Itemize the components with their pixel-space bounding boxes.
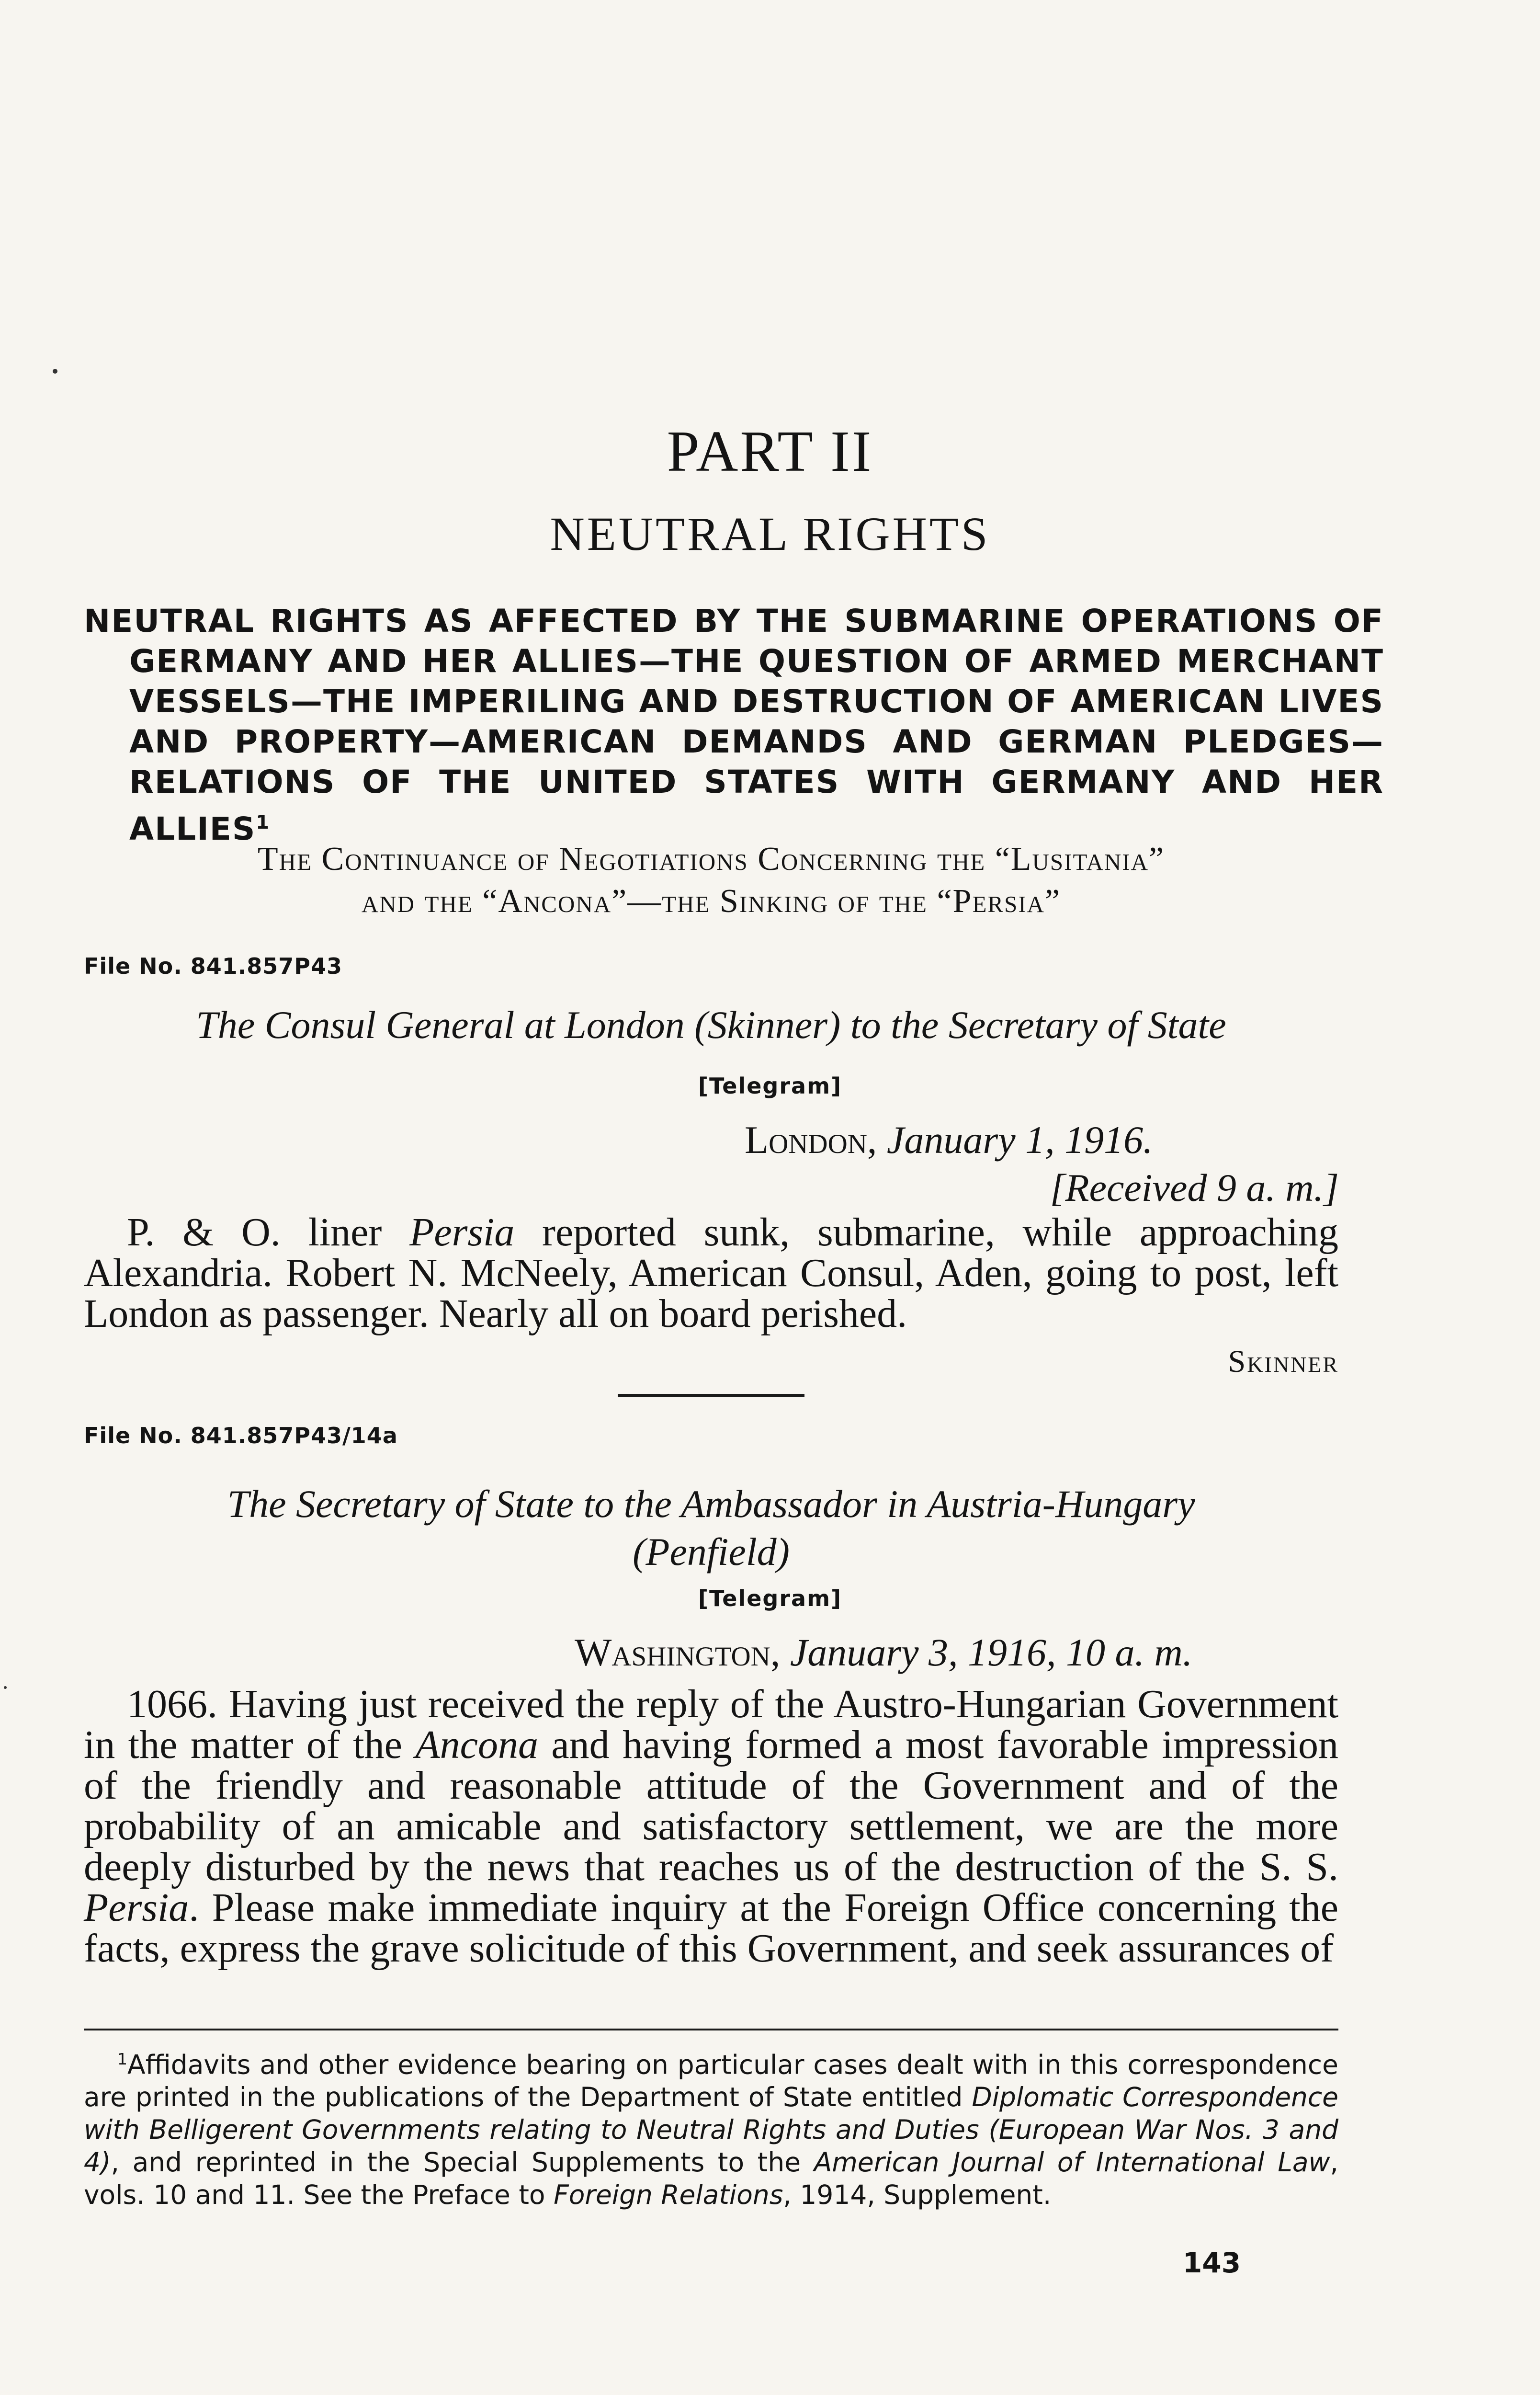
received-note: [Received 9 a. m.] xyxy=(1050,1166,1339,1209)
part-title: PART II xyxy=(667,419,873,484)
body-text-segment: P. & O. liner xyxy=(127,1210,410,1255)
body-text-segment: . Please make immediate inquiry at the Foreign Office concerning the facts, express the grave solicitude of this Government, and seek assurances of xyxy=(84,1885,1338,1971)
footnote-rule xyxy=(84,2029,1338,2030)
file-number: File No. 841.857P43/14a xyxy=(84,1423,398,1448)
footnote-text: , 1914, Supplement. xyxy=(783,2179,1052,2211)
chapter-heading-text: NEUTRAL RIGHTS AS AFFECTED BY THE SUBMARINE OPERATIONS OF GERMANY AND HER ALLIES—THE QUESTION OF ARMED MERCHANT VESSELS—THE IMPERILING AND DESTRUCTION OF AMERICAN LIVES AND PROPERTY—AMERICAN DEMANDS AND GERMAN PLEDGES—RELATIONS OF THE UNITED STATES WITH GERMANY AND HER ALLIES xyxy=(84,603,1384,847)
section-separator xyxy=(618,1394,804,1397)
footnote-text: Affidavits and other evidence bearing on particular cases dealt with in this correspondence are printed in the publications of the Department of State entitled xyxy=(84,2049,1338,2113)
dateline-place: London, xyxy=(745,1118,877,1162)
document-title-line-1: The Secretary of State to the Ambassador in Austria-Hungary xyxy=(227,1482,1195,1526)
section-heading-line-2: and the “Ancona”—the Sinking of the “Persia” xyxy=(361,883,1061,920)
scan-speck xyxy=(53,369,57,374)
body-text-segment: reported sunk, submarine, while approaching Alexandria. Robert N. McNeely, American Consul, Aden, going to post, left London as passenger. Nearly all on board perished. xyxy=(84,1210,1338,1336)
section-heading-line-1: The Continuance of Negotiations Concerning the “Lusitania” xyxy=(257,841,1165,878)
document-body xyxy=(84,1684,1338,1969)
footnote-series-title: Foreign Relations xyxy=(554,2179,783,2211)
document-title-line-2: (Penfield) xyxy=(633,1530,790,1574)
ship-name: Ancona xyxy=(415,1722,538,1767)
ship-name: Persia xyxy=(84,1885,189,1930)
scan-speck xyxy=(4,1686,7,1689)
footnote-journal-title: American Journal of International Law xyxy=(814,2147,1330,2178)
document-title xyxy=(84,1480,1338,1576)
footnote-text: , vols. 10 and 11. See the Preface to xyxy=(84,2147,1339,2211)
dateline xyxy=(745,1116,1153,1164)
footnote-publication-title: Diplomatic Correspondence with Belligerent Governments relating to Neutral Rights and Duties (European War Nos. 3 and 4) xyxy=(84,2082,1338,2178)
body-text-segment: 1066. Having just received the reply of the Austro-Hungarian Government in the matter of the xyxy=(84,1682,1338,1767)
subject-title: NEUTRAL RIGHTS xyxy=(550,507,990,560)
signature: Skinner xyxy=(1228,1344,1339,1379)
body-text-segment: and having formed a most favorable impression of the friendly and reasonable attitude of the Government and of the probability of an amicable and satisfactory settlement, we are the more deeply disturbed by the news that reaches us of the destruction of the S. S. xyxy=(84,1722,1338,1889)
telegram-label: [Telegram] xyxy=(698,1073,842,1099)
dateline xyxy=(575,1629,1192,1676)
section-heading xyxy=(84,838,1338,923)
dateline-place: Washington, xyxy=(575,1631,781,1674)
file-number: File No. 841.857P43 xyxy=(84,953,343,979)
chapter-heading xyxy=(84,601,1384,849)
page-number: 143 xyxy=(1183,2247,1241,2279)
footnote-text: , and reprinted in the Special Supplements to the xyxy=(111,2147,814,2178)
document-title: The Consul General at London (Skinner) to the Secretary of State xyxy=(196,1003,1226,1047)
ship-name: Persia xyxy=(409,1210,515,1255)
dateline-date: January 3, 1916, 10 a. m. xyxy=(790,1631,1193,1674)
footnote xyxy=(84,2043,1338,2211)
document-body xyxy=(84,1212,1338,1334)
footnote-marker: 1 xyxy=(117,2050,127,2068)
dateline-date: January 1, 1916. xyxy=(886,1118,1153,1162)
telegram-label: [Telegram] xyxy=(698,1585,842,1611)
footnote-reference: 1 xyxy=(256,811,270,833)
